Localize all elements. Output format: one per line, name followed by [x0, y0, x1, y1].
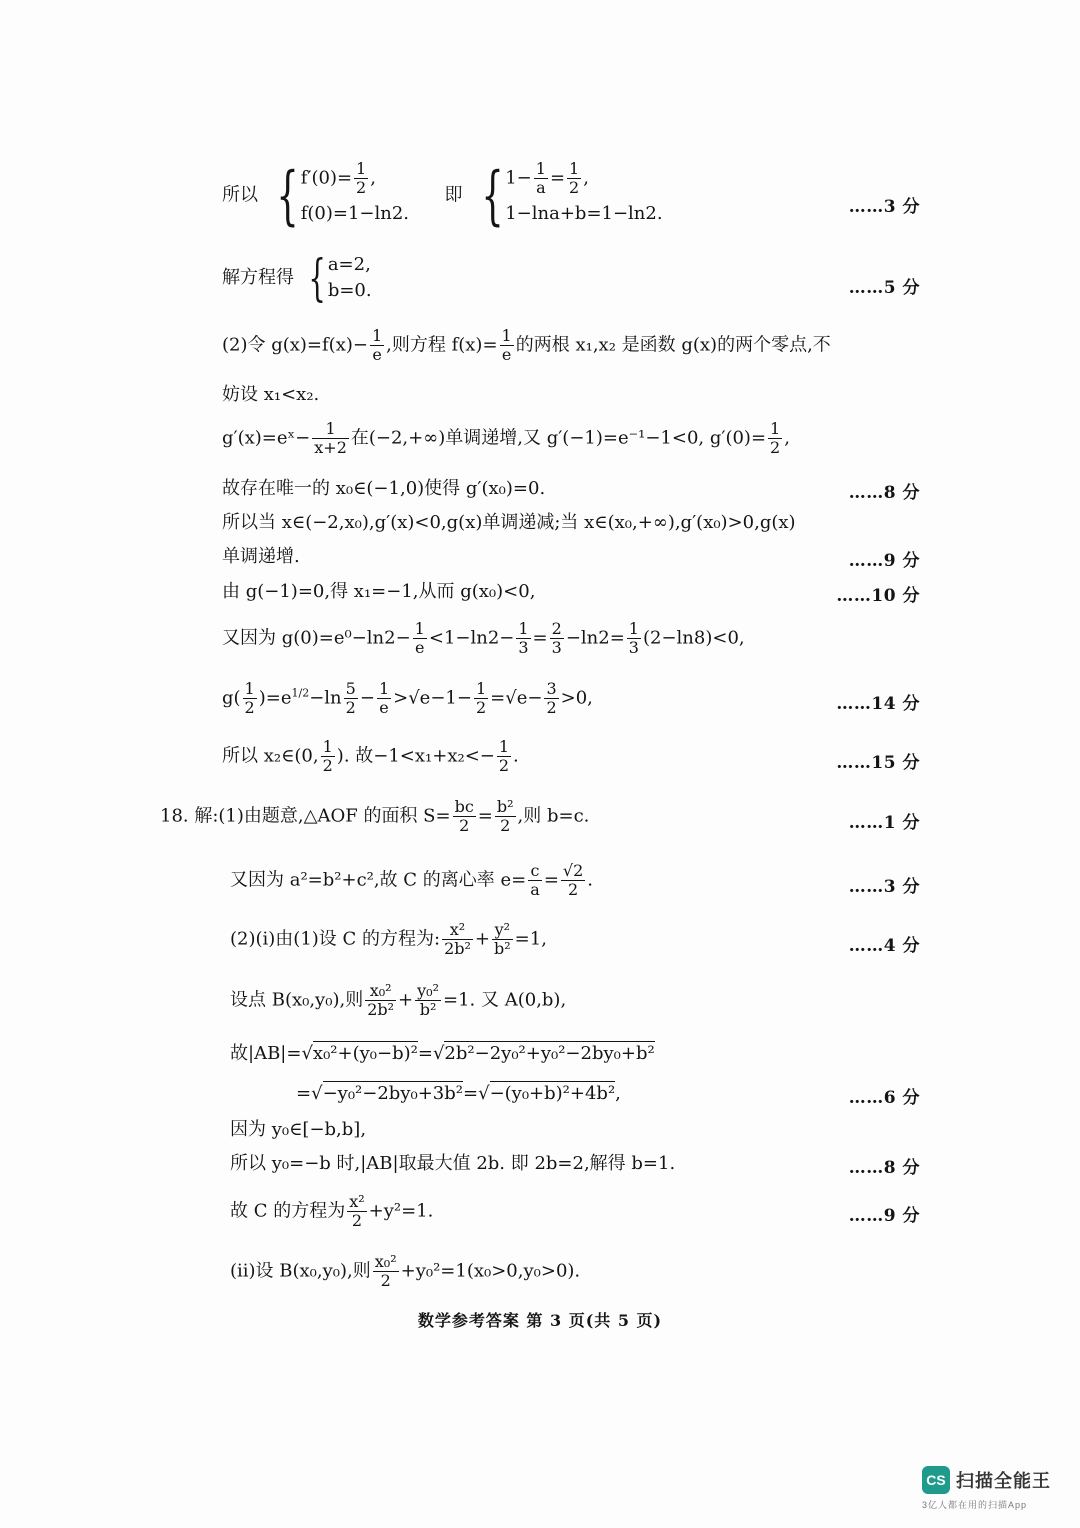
- cs-logo-icon: CS: [922, 1466, 950, 1494]
- left-brace: {: [308, 249, 326, 307]
- page-footer: 数学参考答案 第 3 页(共 5 页): [417, 1311, 663, 1330]
- score-mark: ……8 分: [848, 483, 920, 503]
- frac-one-half: $\frac{1}{2}$: [569, 159, 580, 197]
- frac-five-halves: $\frac{5}{2}$: [345, 679, 356, 717]
- score-mark: ……14 分: [836, 694, 920, 714]
- part2-line: (2)令 g(x)=f(x)− $\frac{1}{e}$ ,则方程 f(x)= $\frac{1}{e}$ 的两根 x₁,x₂ 是函数 g(x)的两个零点,不: [222, 326, 831, 364]
- solution-row: 解方程得 { a=2, b=0.: [222, 249, 372, 307]
- system-1-line-2: f(0)=1−ln2.: [300, 203, 410, 224]
- ab-line-1: 故|AB|=√x₀²+(y₀−b)²=√2b²−2y₀²+y₀²−2by₀+b²: [230, 1043, 655, 1064]
- frac-one-over-e: $\frac{1}{e}$: [378, 679, 390, 717]
- frac-one-half: $\frac{1}{2}$: [770, 419, 781, 457]
- eccentricity-line: 又因为 a²=b²+c²,故 C 的离心率 e= $\frac{c}{a}$ = $\frac{√2}{2}$ .: [230, 861, 594, 899]
- system-2-line-1: 1− $\frac{1}{a}$ = $\frac{1}{2}$ ,: [505, 159, 589, 197]
- g-zero-line: 又因为 g(0)=e⁰−ln2− $\frac{1}{e}$ <1−ln2− $\frac{1}{3}$ = $\frac{2}{3}$ −ln2= $\frac{1}{3}$ (2−ln8)<0,: [222, 619, 745, 657]
- system-1-line-1: f′(0)= $\frac{1}{2}$ ,: [300, 159, 376, 197]
- watermark-name: 扫描全能王: [956, 1471, 1051, 1491]
- frac-one-half: $\frac{1}{2}$: [244, 679, 255, 717]
- conclusion-line: 所以 x₂∈(0, $\frac{1}{2}$ ). 故−1<x₁+x₂<− $\frac{1}{2}$ .: [222, 737, 519, 775]
- exist-line: 故存在唯一的 x₀∈(−1,0)使得 g′(x₀)=0.: [222, 478, 546, 499]
- part-ii-line: (ii)设 B(x₀,y₀),则 $\frac{\text{x₀²}}{2}$ +y₀²=1(x₀>0,y₀>0).: [230, 1252, 581, 1290]
- g-minus-one-line: 由 g(−1)=0,得 x₁=−1,从而 g(x₀)<0,: [222, 581, 536, 602]
- gprime-line: g′(x)=eˣ− $\frac{1}{x+2}$ 在(−2,+∞)单调递增,又 g′(−1)=e⁻¹−1<0, g′(0)= $\frac{1}{2}$ ,: [222, 419, 790, 457]
- part2-line-2: 妨设 x₁<x₂.: [222, 384, 320, 405]
- frac-x2-over-2: $\frac{\text{x²}}{2}$: [349, 1192, 365, 1230]
- frac-one-half: $\frac{1}{2}$: [322, 737, 333, 775]
- frac-bc-over-2: $\frac{bc}{2}$: [454, 797, 474, 835]
- ji-label: 即: [444, 184, 463, 206]
- score-mark: ……3 分: [848, 877, 920, 897]
- score-mark: ……9 分: [848, 1206, 920, 1226]
- scanner-watermark: [922, 1466, 1054, 1511]
- score-mark: ……15 分: [836, 753, 920, 773]
- score-mark: ……5 分: [848, 278, 920, 298]
- system-row: [222, 160, 663, 231]
- solution-system: a=2, b=0.: [327, 254, 372, 301]
- frac-one-third: $\frac{1}{3}$: [518, 619, 529, 657]
- frac-one-half: $\frac{1}{2}$: [356, 159, 367, 197]
- frac-b2-over-2: $\frac{\text{b²}}{2}$: [496, 797, 514, 835]
- frac-c-over-a: $\frac{c}{a}$: [530, 861, 540, 899]
- score-mark: ……6 分: [848, 1088, 920, 1108]
- frac-one-over-e: $\frac{1}{e}$: [501, 326, 512, 364]
- system-1: [301, 160, 409, 231]
- frac-two-thirds: $\frac{2}{3}$: [551, 619, 562, 657]
- frac-one-half: $\frac{1}{2}$: [475, 679, 487, 717]
- g-half-line: g( $\frac{1}{2}$ )$=e^{1/2}-\ln$ $\frac{5}{2}$ − $\frac{1}{e}$ >√e−1− $\frac{1}{2}$ =√e− $\frac{3}{2}$ >0,: [222, 679, 593, 717]
- point-b-line: 设点 B(x₀,y₀),则 $\frac{\text{x₀²}}{\text{2b²}}$ + $\frac{\text{y₀²}}{\text{b²}}$ =1. 又 A(0,b),: [230, 981, 567, 1019]
- score-mark: ……8 分: [848, 1158, 920, 1178]
- watermark-badge: [922, 1466, 1054, 1494]
- score-mark: ……1 分: [848, 813, 920, 833]
- system-2-line-2: 1−lna+b=1−ln2.: [505, 203, 663, 224]
- score-mark: ……3 分: [848, 197, 920, 217]
- frac-three-halves: $\frac{3}{2}$: [546, 679, 557, 717]
- ellipse-equation-line: (2)(i)由(1)设 C 的方程为: $\frac{\text{x²}}{\text{2b²}}$ + $\frac{\text{y²}}{\text{b²}}$ =1,: [230, 920, 547, 958]
- frac-y0sq-over-b2: $\frac{\text{y₀²}}{\text{b²}}$: [417, 981, 440, 1019]
- frac-one-over-x-plus-2: $\frac{1}{x+2}$: [314, 419, 347, 457]
- frac-one-over-e: $\frac{1}{e}$: [371, 326, 383, 364]
- c-equation-line: 故 C 的方程为 $\frac{\text{x²}}{2}$ +y²=1.: [230, 1192, 434, 1230]
- suoyi-label: 所以: [222, 184, 258, 206]
- frac-one-over-e: $\frac{1}{e}$: [414, 619, 425, 657]
- frac-sqrt2-over-2: $\frac{√2}{2}$: [562, 861, 584, 899]
- score-mark: ……10 分: [836, 586, 920, 606]
- score-mark: ……4 分: [848, 936, 920, 956]
- left-brace: {: [480, 158, 504, 233]
- watermark-subtitle: 3亿人都在用的扫描App: [922, 1500, 1028, 1510]
- q18-head-line: 18. 解:(1)由题意,△AOF 的面积 S= $\frac{bc}{2}$ = $\frac{\text{b²}}{2}$ ,则 b=c.: [160, 797, 590, 835]
- frac-one-over-a: $\frac{1}{a}$: [535, 159, 546, 197]
- score-mark: ……9 分: [848, 551, 920, 571]
- system-2: [505, 160, 662, 231]
- frac-x0sq-over-2b2: $\frac{\text{x₀²}}{\text{2b²}}$: [367, 981, 395, 1019]
- max-line: 所以 y₀=−b 时,|AB|取最大值 2b. 即 2b=2,解得 b=1.: [230, 1153, 676, 1174]
- mono-line: 所以当 x∈(−2,x₀),g′(x)<0,g(x)单调递减;当 x∈(x₀,+∞),g′(x₀)>0,g(x): [222, 512, 796, 533]
- left-brace: {: [276, 158, 299, 233]
- mono-line-2: 单调递增.: [222, 546, 300, 567]
- frac-y2-over-b2: $\frac{\text{y²}}{\text{b²}}$: [494, 920, 511, 958]
- frac-one-half: $\frac{1}{2}$: [498, 737, 510, 775]
- y-range-line: 因为 y₀∈[−b,b],: [230, 1119, 367, 1140]
- ab-line-2: =√−y₀²−2by₀+3b²=√−(y₀+b)²+4b²,: [296, 1083, 621, 1104]
- frac-one-third: $\frac{1}{3}$: [628, 619, 639, 657]
- exponent-one-half: 1/2: [291, 686, 310, 700]
- frac-x2-over-2b2: $\frac{\text{x²}}{\text{2b²}}$: [444, 920, 471, 958]
- frac-x0sq-over-2: $\frac{\text{x₀²}}{2}$: [374, 1252, 397, 1290]
